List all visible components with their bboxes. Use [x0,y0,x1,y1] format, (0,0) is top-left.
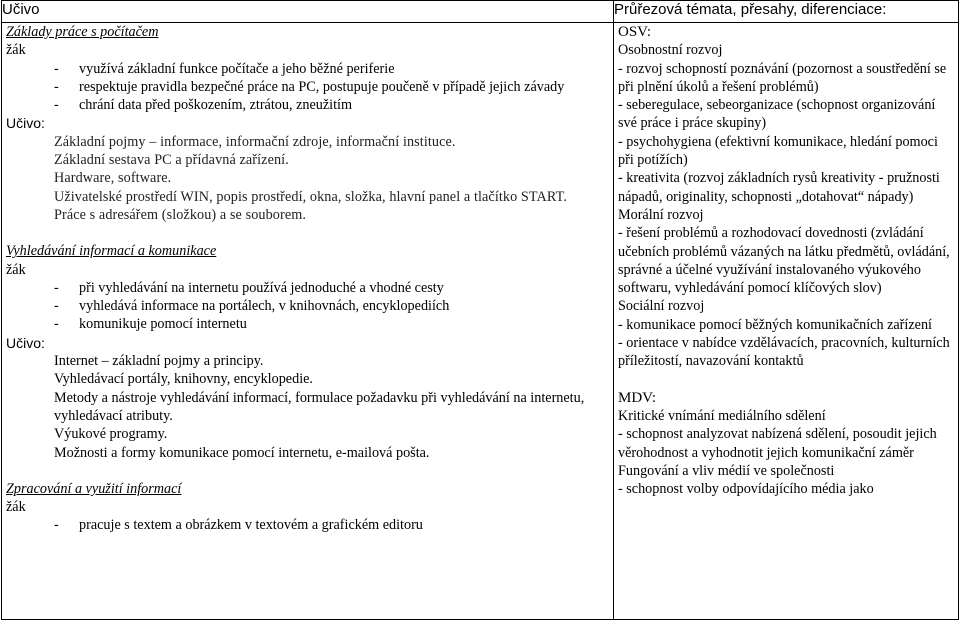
cross-topics-column [614,23,959,620]
outcomes-list [2,60,613,115]
mdv-line: Kritické vnímání mediálního sdělení [618,407,826,424]
osv-line: Sociální rozvoj [618,298,705,315]
osv-line: - rozvoj schopností poznávání (pozornost a soustředění se při plnění úkolů a řešení problémů) [618,60,947,95]
header-cross-topics: Průřezová témata, přesahy, diferenciace: [614,1,959,23]
osv-line: - komunikace pomocí běžných komunikačních zařízení [618,316,932,333]
ucivo-item: Internet – základní pojmy a principy. [54,353,264,370]
osv-heading: OSV: [618,24,652,40]
section-vyhledavani [2,242,613,462]
mdv-heading: MDV: [618,389,657,406]
mdv-line: - schopnost analyzovat nabízená sdělení, posoudit jejich věrohodnost a vyhodnotit jejich komunikační záměr [618,426,937,461]
outcomes-list [2,516,613,534]
mdv-line: Fungování a vliv médií ve společnosti [618,462,835,479]
section-zaklady [2,23,613,224]
outcome-item: - při vyhledávání na internetu používá jednoduché a vhodné cesty [54,279,444,296]
outcome-item: - vyhledává informace na portálech, v knihovnách, encyklopediích [54,298,450,315]
ucivo-item: Metody a nástroje vyhledávání informací, formulace požadavku při vyhledávání na internetu, vyhledávací atributy. [54,389,585,424]
zak-label: žák [6,261,26,278]
ucivo-item: Základní pojmy – informace, informační zdroje, informační instituce. [54,133,456,150]
section-title: Zpracování a využití informací [6,480,182,497]
outcomes-list [2,279,613,334]
content-row [2,23,959,620]
osv-line: - orientace v nabídce vzdělávacích, pracovních, kulturních příležitostí, navazování kontaktů [618,335,950,370]
ucivo-item: Vyhledávací portály, knihovny, encyklopedie. [54,371,313,388]
section-title: Vyhledávání informací a komunikace [6,243,217,260]
curriculum-table [1,0,959,620]
mdv-line: - schopnost volby odpovídajícího média jako [618,481,874,498]
header-row [2,1,959,23]
ucivo-label: Učivo: [6,115,45,132]
osv-line: - kreativita (rozvoj základních rysů kreativity - pružnosti nápadů, originality, schopnosti „dotahovat“ nápady) [618,170,940,205]
ucivo-item: Hardware, software. [54,170,172,187]
section-title: Základy práce s počítačem [6,24,159,40]
zak-label: žák [6,499,26,516]
ucivo-item: Možnosti a formy komunikace pomocí internetu, e-mailová pošta. [54,444,430,461]
osv-line: Morální rozvoj [618,206,704,223]
ucivo-item: Uživatelské prostředí WIN, popis prostředí, okna, složka, hlavní panel a tlačítko START. [54,188,567,205]
ucivo-item: Základní sestava PC a přídavná zařízení. [54,152,289,169]
outcome-item: - komunikuje pomocí internetu [54,316,247,333]
zak-label: žák [6,42,26,59]
osv-line: - řešení problémů a rozhodovací dovednosti (zvládání učebních problémů vázaných na látku předmětů, ovládání, správné a účelné využívání instalovaného výukového softwaru, vyhledávání pomocí klíčových slov) [618,225,950,297]
outcome-item: - pracuje s textem a obrázkem v textovém a grafickém editoru [54,517,423,534]
section-zpracovani [2,480,613,535]
ucivo-item: Výukové programy. [54,426,168,443]
outcome-item: - využívá základní funkce počítače a jeho běžné periferie [54,60,395,77]
ucivo-item: Práce s adresářem (složkou) a se souborem. [54,206,306,223]
osv-line: Osobnostní rozvoj [618,42,723,59]
outcome-item: - respektuje pravidla bezpečné práce na PC, postupuje poučeně v případě jejich závady [54,78,565,95]
ucivo-column [2,23,614,620]
osv-line: - psychohygiena (efektivní komunikace, hledání pomoci při potížích) [618,133,938,169]
osv-line: - seberegulace, sebeorganizace (schopnost organizování své práce i práce skupiny) [618,97,936,132]
header-ucivo: Učivo [2,1,614,23]
ucivo-label: Učivo: [6,334,45,351]
outcome-item: - chrání data před poškozením, ztrátou, zneužitím [54,97,353,114]
